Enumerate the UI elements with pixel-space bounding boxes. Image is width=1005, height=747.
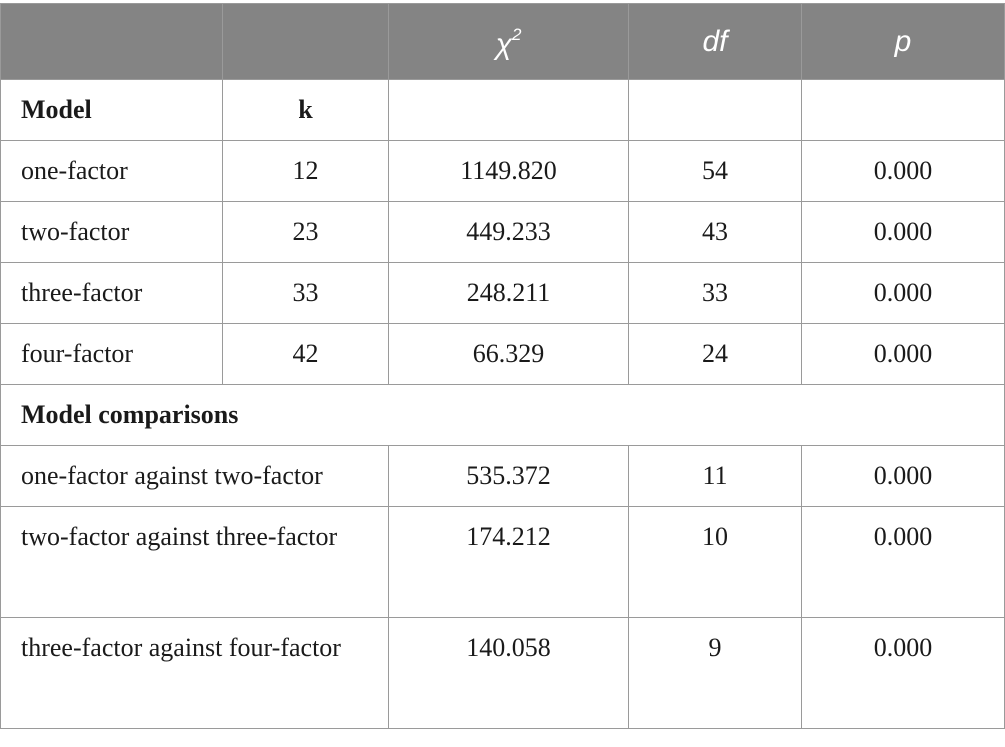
header-row [1, 4, 1005, 80]
model-chi2: 248.211 [389, 263, 629, 324]
model-chi2: 449.233 [389, 202, 629, 263]
model-fit-table [0, 3, 1005, 729]
comparisons-section-row [1, 385, 1005, 446]
comparison-df: 10 [629, 507, 802, 618]
table-row [1, 618, 1005, 729]
model-chi2: 66.329 [389, 324, 629, 385]
model-name: three-factor [1, 263, 223, 324]
model-p: 0.000 [802, 202, 1005, 263]
header-empty-1 [1, 4, 223, 80]
model-name: four-factor [1, 324, 223, 385]
comparison-chi2: 535.372 [389, 446, 629, 507]
table-row [1, 141, 1005, 202]
empty-cell [389, 80, 629, 141]
empty-cell [802, 80, 1005, 141]
model-section-label: Model [1, 80, 223, 141]
model-k: 23 [223, 202, 389, 263]
model-section-row [1, 80, 1005, 141]
comparison-name: two-factor against three-factor [1, 507, 389, 618]
k-column-label: k [223, 80, 389, 141]
model-k: 12 [223, 141, 389, 202]
comparison-name: one-factor against two-factor [1, 446, 389, 507]
table-row [1, 446, 1005, 507]
comparison-df: 11 [629, 446, 802, 507]
table-row [1, 324, 1005, 385]
model-name: two-factor [1, 202, 223, 263]
header-p: p [802, 4, 1005, 80]
model-chi2: 1149.820 [389, 141, 629, 202]
model-name: one-factor [1, 141, 223, 202]
header-df: df [629, 4, 802, 80]
table-row [1, 263, 1005, 324]
comparison-df: 9 [629, 618, 802, 729]
comparison-name: three-factor against four-factor [1, 618, 389, 729]
model-df: 24 [629, 324, 802, 385]
empty-cell [629, 80, 802, 141]
comparison-p: 0.000 [802, 507, 1005, 618]
chi-superscript: 2 [511, 25, 522, 44]
comparison-p: 0.000 [802, 446, 1005, 507]
header-chi-square [389, 4, 629, 80]
model-p: 0.000 [802, 263, 1005, 324]
model-k: 42 [223, 324, 389, 385]
model-df: 33 [629, 263, 802, 324]
comparison-chi2: 140.058 [389, 618, 629, 729]
comparisons-section-label: Model comparisons [1, 385, 1005, 446]
model-df: 54 [629, 141, 802, 202]
chi-symbol: χ [495, 28, 512, 61]
model-df: 43 [629, 202, 802, 263]
comparison-p: 0.000 [802, 618, 1005, 729]
model-p: 0.000 [802, 324, 1005, 385]
model-p: 0.000 [802, 141, 1005, 202]
model-k: 33 [223, 263, 389, 324]
header-empty-2 [223, 4, 389, 80]
comparison-chi2: 174.212 [389, 507, 629, 618]
table-row [1, 507, 1005, 618]
table-row [1, 202, 1005, 263]
